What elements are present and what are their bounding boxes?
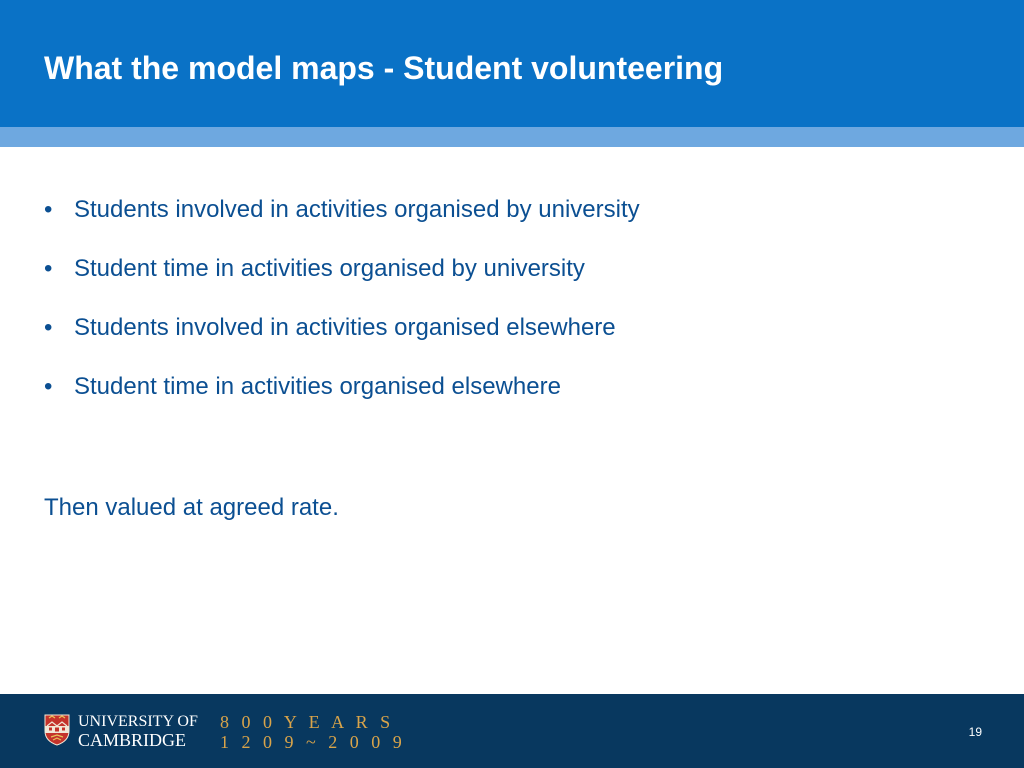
closing-text: Then valued at agreed rate. — [44, 494, 339, 521]
university-line-1: UNIVERSITY OF — [78, 713, 198, 730]
university-wordmark — [78, 713, 198, 749]
bullet-item — [44, 370, 640, 429]
footer-bar — [0, 694, 1024, 768]
slide-title: What the model maps - Student volunteering — [44, 50, 724, 86]
bullet-text: Student time in activities organised elsewhere — [74, 373, 561, 400]
cambridge-crest-icon — [44, 714, 70, 746]
anniversary-line-1: 8 0 0 Y E A R S — [220, 712, 395, 732]
title-bar — [0, 0, 1024, 127]
bullet-marker: • — [44, 314, 53, 341]
bullet-text: Students involved in activities organised by university — [74, 196, 640, 223]
title-bar-stripe — [0, 127, 1024, 147]
bullet-text: Student time in activities organised by university — [74, 255, 585, 282]
bullet-item — [44, 193, 640, 252]
anniversary-mark — [220, 712, 406, 752]
page-number: 19 — [968, 725, 982, 739]
anniversary-line-2: 1 2 0 9 ~ 2 0 0 9 — [220, 732, 406, 752]
bullet-marker: • — [44, 255, 53, 282]
bullet-text: Students involved in activities organised elsewhere — [74, 314, 616, 341]
bullet-item — [44, 252, 640, 311]
bullet-list — [44, 193, 640, 429]
university-line-2: CAMBRIDGE — [78, 730, 187, 750]
bullet-item — [44, 311, 640, 370]
bullet-marker: • — [44, 373, 53, 400]
bullet-marker: • — [44, 196, 53, 223]
